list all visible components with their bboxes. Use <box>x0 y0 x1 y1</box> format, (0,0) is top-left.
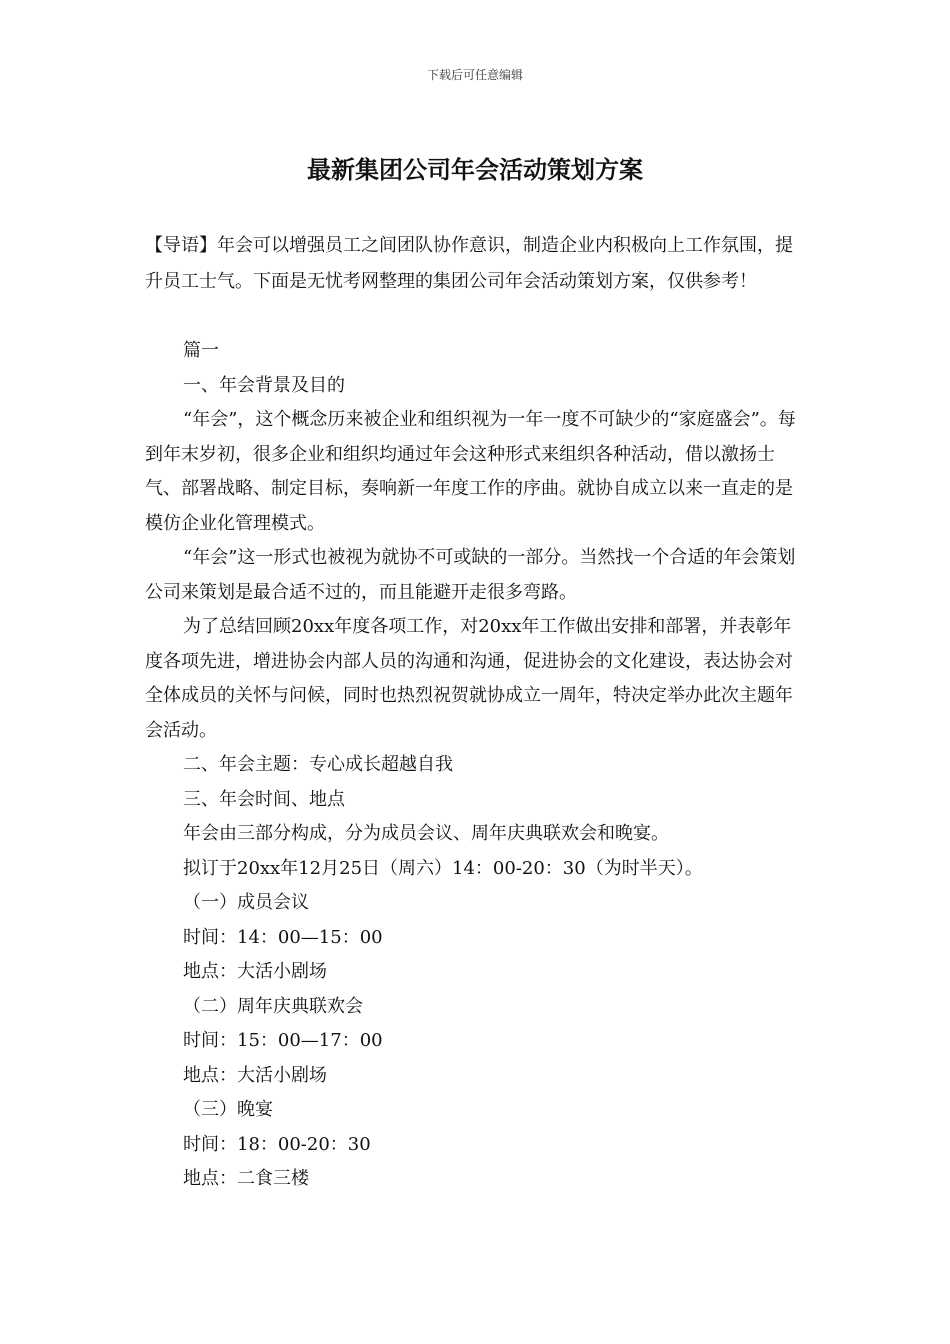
location-line: 地点：大活小剧场 <box>183 961 327 982</box>
intro-paragraph: 【导语】年会可以增强员工之间团队协作意识，制造企业内积极向上工作氛围，提升员工士气。下面是无忧考网整理的集团公司年会活动策划方案，仅供参考！ <box>145 235 793 292</box>
body-paragraph: “年会”，这个概念历来被企业和组织视为一年一度不可缺少的“家庭盛会”。每到年末岁初，很多企业和组织均通过年会这种形式来组织各种活动，借以激扬士气、部署战略、制定目标，奏响新一年度工作的序曲。就协自成立以来一直走的是模仿企业化管理模式。 <box>145 409 796 534</box>
body-paragraph: “年会”这一形式也被视为就协不可或缺的一部分。当然找一个合适的年会策划公司来策划是最合适不过的，而且能避开走很多弯路。 <box>145 547 796 603</box>
heading-time-location: 三、年会时间、地点 <box>183 788 345 810</box>
location-line: 地点：大活小剧场 <box>183 1064 327 1086</box>
time-line: 时间：14：00—15：00 <box>183 926 383 948</box>
heading-theme: 二、年会主题：专心成长超越自我 <box>183 754 453 775</box>
body-paragraph: 年会由三部分构成，分为成员会议、周年庆典联欢会和晚宴。 <box>183 823 669 844</box>
body-paragraph: 拟订于20xx年12月25日（周六）14：00-20：30（为时半天）。 <box>183 857 703 879</box>
subheading-member-meeting: （一）成员会议 <box>183 892 309 913</box>
document-body <box>145 334 807 1197</box>
document-title: 最新集团公司年会活动策划方案 <box>307 156 643 184</box>
time-line: 时间：18：00-20：30 <box>183 1133 371 1155</box>
body-paragraph: 为了总结回顾20xx年度各项工作，对20xx年工作做出安排和部署，并表彰年度各项先进，增进协会内部人员的沟通和沟通，促进协会的文化建设，表达协会对全体成员的关怀与问候，同时也热烈祝贺就协成立一周年，特决定举办此次主题年会活动。 <box>145 616 793 741</box>
subheading-banquet: （三）晚宴 <box>183 1099 273 1120</box>
header-note: 下载后可任意编辑 <box>426 68 523 82</box>
time-line: 时间：15：00—17：00 <box>183 1030 383 1051</box>
heading-background: 一、年会背景及目的 <box>183 374 345 396</box>
subheading-anniversary-gala: （二）周年庆典联欢会 <box>183 995 363 1017</box>
section-label: 篇一 <box>183 340 219 361</box>
location-line: 地点：二食三楼 <box>183 1168 309 1189</box>
